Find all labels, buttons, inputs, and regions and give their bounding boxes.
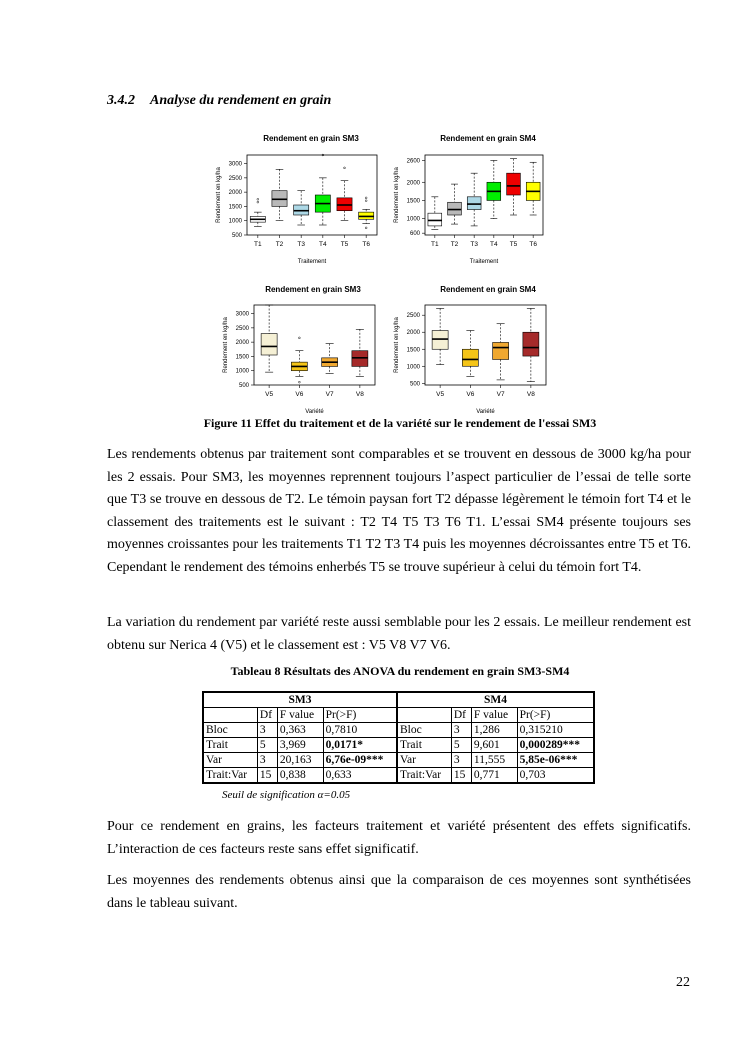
y-tick-label: 1500	[406, 198, 420, 205]
paragraph-4: Les moyennes des rendements obtenus ainsi que la comparaison de ces moyennes sont synthétisées dans le tableau suivant.	[107, 873, 691, 911]
box-V6	[462, 331, 478, 398]
box-iqr	[493, 342, 509, 359]
y-tick-label: 2000	[406, 330, 420, 337]
paragraph-1: Les rendements obtenus par traitement sont comparables et se trouvent en dessous de 3000 kg/ha pour les 2 essais. Pour SM3, les moyennes reprennent toujours l’aspect particulier de l’essai de telle sorte que T3 se trouve en dessous de T2. Le témoin paysan fort T2 dépasse légèrement le témoin fort T4 et le classement des traitements est le suivant : T2 T4 T5 T3 T6 T1. L’essai SM4 présente toujours ses moyennes croissantes pour les traitements T1 T2 T3 T4 puis les moyennes décroissantes entre T5 et T6. Cependant le rendement des témoins enherbés T5 se trouve supérieur à celui du témoin fort T4.	[107, 447, 691, 575]
x-tick-label: V5	[436, 391, 445, 398]
header-pr: Pr(>F)	[517, 708, 594, 723]
x-tick-label: T5	[509, 241, 518, 248]
cell-p: 6,76e-09***	[323, 753, 397, 768]
plot-frame	[425, 155, 543, 235]
y-tick-label: 500	[231, 233, 242, 239]
x-tick-label: V6	[466, 391, 475, 398]
box-iqr	[448, 202, 462, 215]
cell-factor: Trait	[203, 738, 257, 753]
section-title: Analyse du rendement en grain	[149, 93, 332, 108]
x-tick-label: T4	[319, 241, 327, 248]
y-tick-label: 2600	[406, 158, 420, 165]
cell-factor: Bloc	[397, 723, 451, 738]
cell-df: 3	[257, 723, 277, 738]
boxplot-p2	[394, 134, 543, 265]
anova-table	[202, 691, 595, 784]
x-tick-label: T4	[490, 241, 498, 248]
boxplot-p1	[216, 134, 377, 265]
cell-f: 20,163	[277, 753, 323, 768]
cell-df: 5	[257, 738, 277, 753]
y-tick-label: 600	[409, 231, 420, 238]
x-tick-label: T5	[340, 241, 349, 248]
y-tick-label: 2500	[228, 175, 242, 182]
table-row	[203, 753, 594, 768]
x-tick-label: T1	[431, 241, 439, 248]
header-fvalue: F value	[471, 708, 517, 723]
outlier-point	[257, 198, 259, 200]
y-tick-label: 2500	[235, 325, 249, 332]
header-fvalue: F value	[277, 708, 323, 723]
plot-title: Rendement en grain SM4	[440, 134, 536, 143]
box-iqr	[462, 349, 478, 366]
cell-factor: Var	[397, 753, 451, 768]
cell-f: 9,601	[471, 738, 517, 753]
box-iqr	[432, 331, 448, 350]
header-empty	[397, 708, 451, 723]
cell-p: 5,85e-06***	[517, 753, 594, 768]
cell-factor: Trait	[397, 738, 451, 753]
plot-title: Rendement en grain SM3	[265, 285, 361, 294]
cell-f: 1,286	[471, 723, 517, 738]
cell-f: 0,363	[277, 723, 323, 738]
figure-11-boxplots	[0, 0, 745, 420]
box-V6	[291, 337, 307, 398]
outlier-point	[298, 337, 300, 339]
x-axis-label: Variété	[476, 409, 495, 415]
cell-p: 0,633	[323, 768, 397, 784]
box-V8	[523, 308, 539, 398]
box-V5	[432, 308, 448, 398]
figure-caption: Figure 11 Effet du traitement et de la variété sur le rendement de l'essai SM3	[203, 416, 597, 430]
boxplot-p4	[394, 285, 546, 415]
y-axis-label: Rendement en kg/ha	[394, 317, 400, 373]
y-axis-label: Rendement en kg/ha	[216, 167, 222, 223]
table-row	[203, 723, 594, 738]
plot-frame	[247, 155, 377, 235]
cell-p: 0,7810	[323, 723, 397, 738]
y-axis-label: Rendement en kg/ha	[394, 167, 400, 223]
x-tick-label: T3	[470, 241, 478, 248]
cell-factor: Trait:Var	[203, 768, 257, 784]
cell-df: 15	[451, 768, 471, 784]
x-tick-label: V5	[265, 391, 274, 398]
cell-factor: Bloc	[203, 723, 257, 738]
section-number: 3.4.2	[107, 93, 135, 108]
y-tick-label: 2000	[235, 340, 249, 347]
x-axis-label: Variété	[305, 409, 324, 415]
table-row	[203, 738, 594, 753]
y-axis-label: Rendement en kg/ha	[223, 317, 229, 373]
outlier-point	[344, 167, 346, 169]
x-tick-label: V7	[325, 391, 334, 398]
paragraph-3: Pour ce rendement en grains, les facteurs traitement et variété présentent des effets significatifs. L’interaction de ces facteurs reste sans effet significatif.	[107, 819, 691, 857]
cell-f: 11,555	[471, 753, 517, 768]
x-tick-label: V7	[496, 391, 505, 398]
x-tick-label: T1	[254, 241, 262, 248]
cell-f: 0,771	[471, 768, 517, 784]
box-iqr	[467, 197, 481, 210]
cell-f: 0,838	[277, 768, 323, 784]
cell-df: 3	[451, 753, 471, 768]
y-tick-label: 2000	[228, 190, 242, 197]
box-iqr	[507, 173, 521, 195]
box-T3	[294, 191, 309, 248]
y-tick-label: 1000	[228, 218, 242, 225]
box-V7	[493, 324, 509, 398]
paragraph-2: La variation du rendement par variété reste aussi semblable pour les 2 essais. Le meilleur rendement est obtenu sur Nerica 4 (V5) et le classement est : V5 V8 V7 V6.	[107, 615, 691, 653]
box-T2	[448, 184, 462, 248]
y-tick-label: 1000	[235, 368, 249, 375]
y-tick-label: 2500	[406, 313, 420, 320]
y-tick-label: 1500	[228, 204, 242, 211]
box-T3	[467, 173, 481, 248]
cell-p: 0,315210	[517, 723, 594, 738]
box-V5	[261, 305, 277, 398]
box-T5	[337, 167, 352, 248]
x-tick-label: V6	[295, 391, 304, 398]
outlier-point	[298, 381, 300, 383]
box-iqr	[428, 213, 442, 226]
cell-f: 3,969	[277, 738, 323, 753]
table-row	[203, 768, 594, 784]
header-empty	[203, 708, 257, 723]
outlier-point	[257, 201, 259, 203]
box-T1	[428, 197, 442, 248]
page-number: 22	[676, 975, 690, 990]
x-tick-label: T2	[450, 241, 459, 248]
x-axis-label: Traitement	[297, 259, 327, 265]
box-T5	[507, 159, 521, 248]
cell-df: 15	[257, 768, 277, 784]
y-tick-label: 1500	[235, 354, 249, 361]
y-tick-label: 500	[238, 383, 249, 389]
table-header-row	[203, 708, 594, 723]
header-pr: Pr(>F)	[323, 708, 397, 723]
x-tick-label: V8	[526, 391, 535, 398]
outlier-point	[365, 227, 367, 229]
cell-factor: Trait:Var	[397, 768, 451, 784]
group-sm3: SM3	[203, 692, 397, 708]
table-group-row	[203, 692, 594, 708]
box-V8	[352, 329, 368, 398]
y-tick-label: 1000	[406, 364, 420, 371]
box-T4	[315, 154, 330, 248]
table-caption: Tableau 8 Résultats des ANOVA du rendement en grain SM3-SM4	[230, 664, 570, 678]
x-tick-label: T6	[362, 241, 370, 248]
x-tick-label: T2	[275, 241, 284, 248]
x-tick-label: T3	[297, 241, 305, 248]
outlier-point	[365, 197, 367, 199]
x-tick-label: V8	[355, 391, 364, 398]
y-tick-label: 3000	[228, 161, 242, 168]
y-tick-label: 1000	[406, 216, 420, 223]
plot-title: Rendement en grain SM4	[440, 285, 536, 294]
cell-p: 0,703	[517, 768, 594, 784]
box-T2	[272, 169, 287, 248]
header-df: Df	[451, 708, 471, 723]
y-tick-label: 1500	[406, 347, 420, 354]
plot-title: Rendement en grain SM3	[263, 134, 359, 143]
cell-df: 3	[257, 753, 277, 768]
cell-df: 3	[451, 723, 471, 738]
x-tick-label: T6	[529, 241, 537, 248]
y-tick-label: 3000	[235, 311, 249, 318]
y-tick-label: 2000	[406, 180, 420, 187]
cell-df: 5	[451, 738, 471, 753]
box-V7	[322, 344, 338, 398]
cell-factor: Var	[203, 753, 257, 768]
table-footnote: Seuil de signification α=0.05	[222, 789, 351, 801]
header-df: Df	[257, 708, 277, 723]
outlier-point	[365, 200, 367, 202]
x-axis-label: Traitement	[469, 259, 499, 265]
box-iqr	[523, 332, 539, 356]
box-T1	[250, 198, 265, 248]
cell-p: 0,000289***	[517, 738, 594, 753]
group-sm4: SM4	[397, 692, 594, 708]
boxplot-p3	[223, 285, 375, 415]
cell-p: 0,0171*	[323, 738, 397, 753]
box-iqr	[261, 334, 277, 355]
box-T6	[359, 197, 374, 248]
y-tick-label: 500	[409, 381, 420, 388]
